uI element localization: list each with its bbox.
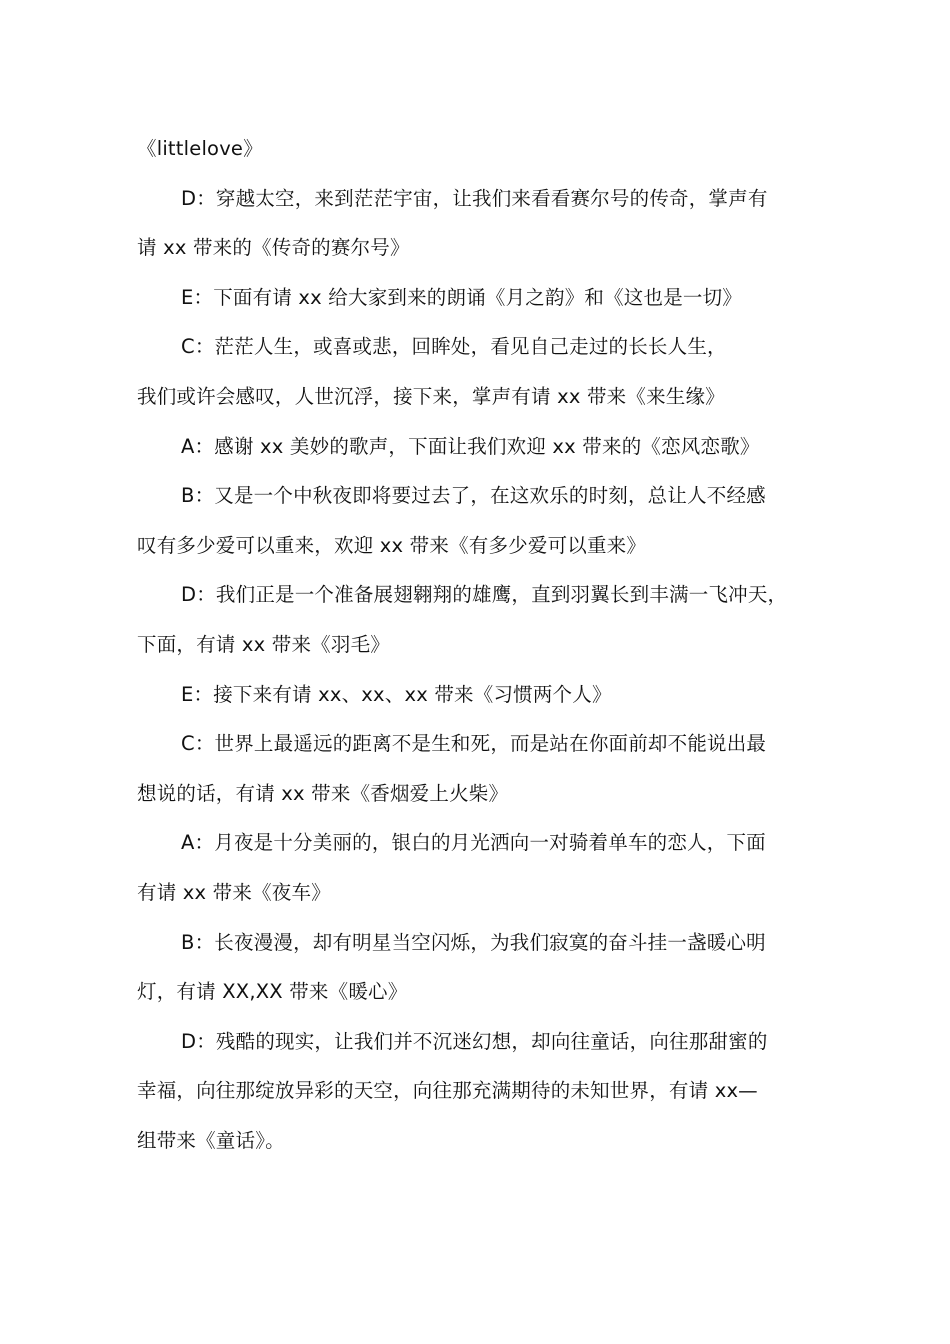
text-line: 《littlelove》 [137,137,263,160]
text-line: 想说的话，有请 xx 带来《香烟爱上火柴》 [137,781,509,805]
text-line: 叹有多少爱可以重来，欢迎 xx 带来《有多少爱可以重来》 [137,533,647,557]
text-line: 幸福，向往那绽放异彩的天空，向往那充满期待的未知世界，有请 xx— [137,1079,758,1103]
text-line: E：接下来有请 xx、xx、xx 带来《习惯两个人》 [181,682,612,706]
document-body [137,124,817,1165]
text-line: C：茫茫人生，或喜或悲，回眸处，看见自己走过的长长人生， [181,335,727,359]
text-line: B：又是一个中秋夜即将要过去了，在这欢乐的时刻，总让人不经感 [181,484,766,508]
text-line: A：感谢 xx 美妙的歌声，下面让我们欢迎 xx 带来的《恋风恋歌》 [181,434,760,458]
text-line: D：穿越太空，来到茫茫宇宙，让我们来看看赛尔号的传奇，掌声有 [181,186,768,210]
text-line: 我们或许会感叹，人世沉浮，接下来，掌声有请 xx 带来《来生缘》 [137,384,725,408]
text-line: 请 xx 带来的《传奇的赛尔号》 [137,236,410,260]
text-line: 下面，有请 xx 带来《羽毛》 [137,632,390,656]
text-line: E：下面有请 xx 给大家到来的朗诵《月之韵》和《这也是一切》 [181,285,742,309]
text-line: 有请 xx 带来《夜车》 [137,880,331,904]
text-line: A：月夜是十分美丽的，银白的月光洒向一对骑着单车的恋人，下面 [181,831,766,855]
text-line: 灯，有请 XX,XX 带来《暖心》 [137,980,408,1004]
text-line: B：长夜漫漫，却有明星当空闪烁，为我们寂寞的奋斗挂一盏暖心明 [181,930,766,954]
text-line: D：我们正是一个准备展翅翱翔的雄鹰，直到羽翼长到丰满一飞冲天， [181,583,788,607]
text-line: C：世界上最遥远的距离不是生和死，而是站在你面前却不能说出最 [181,732,767,756]
text-line: D：残酷的现实，让我们并不沉迷幻想，却向往童话，向往那甜蜜的 [181,1029,768,1053]
text-line: 组带来《童话》。 [137,1128,285,1152]
